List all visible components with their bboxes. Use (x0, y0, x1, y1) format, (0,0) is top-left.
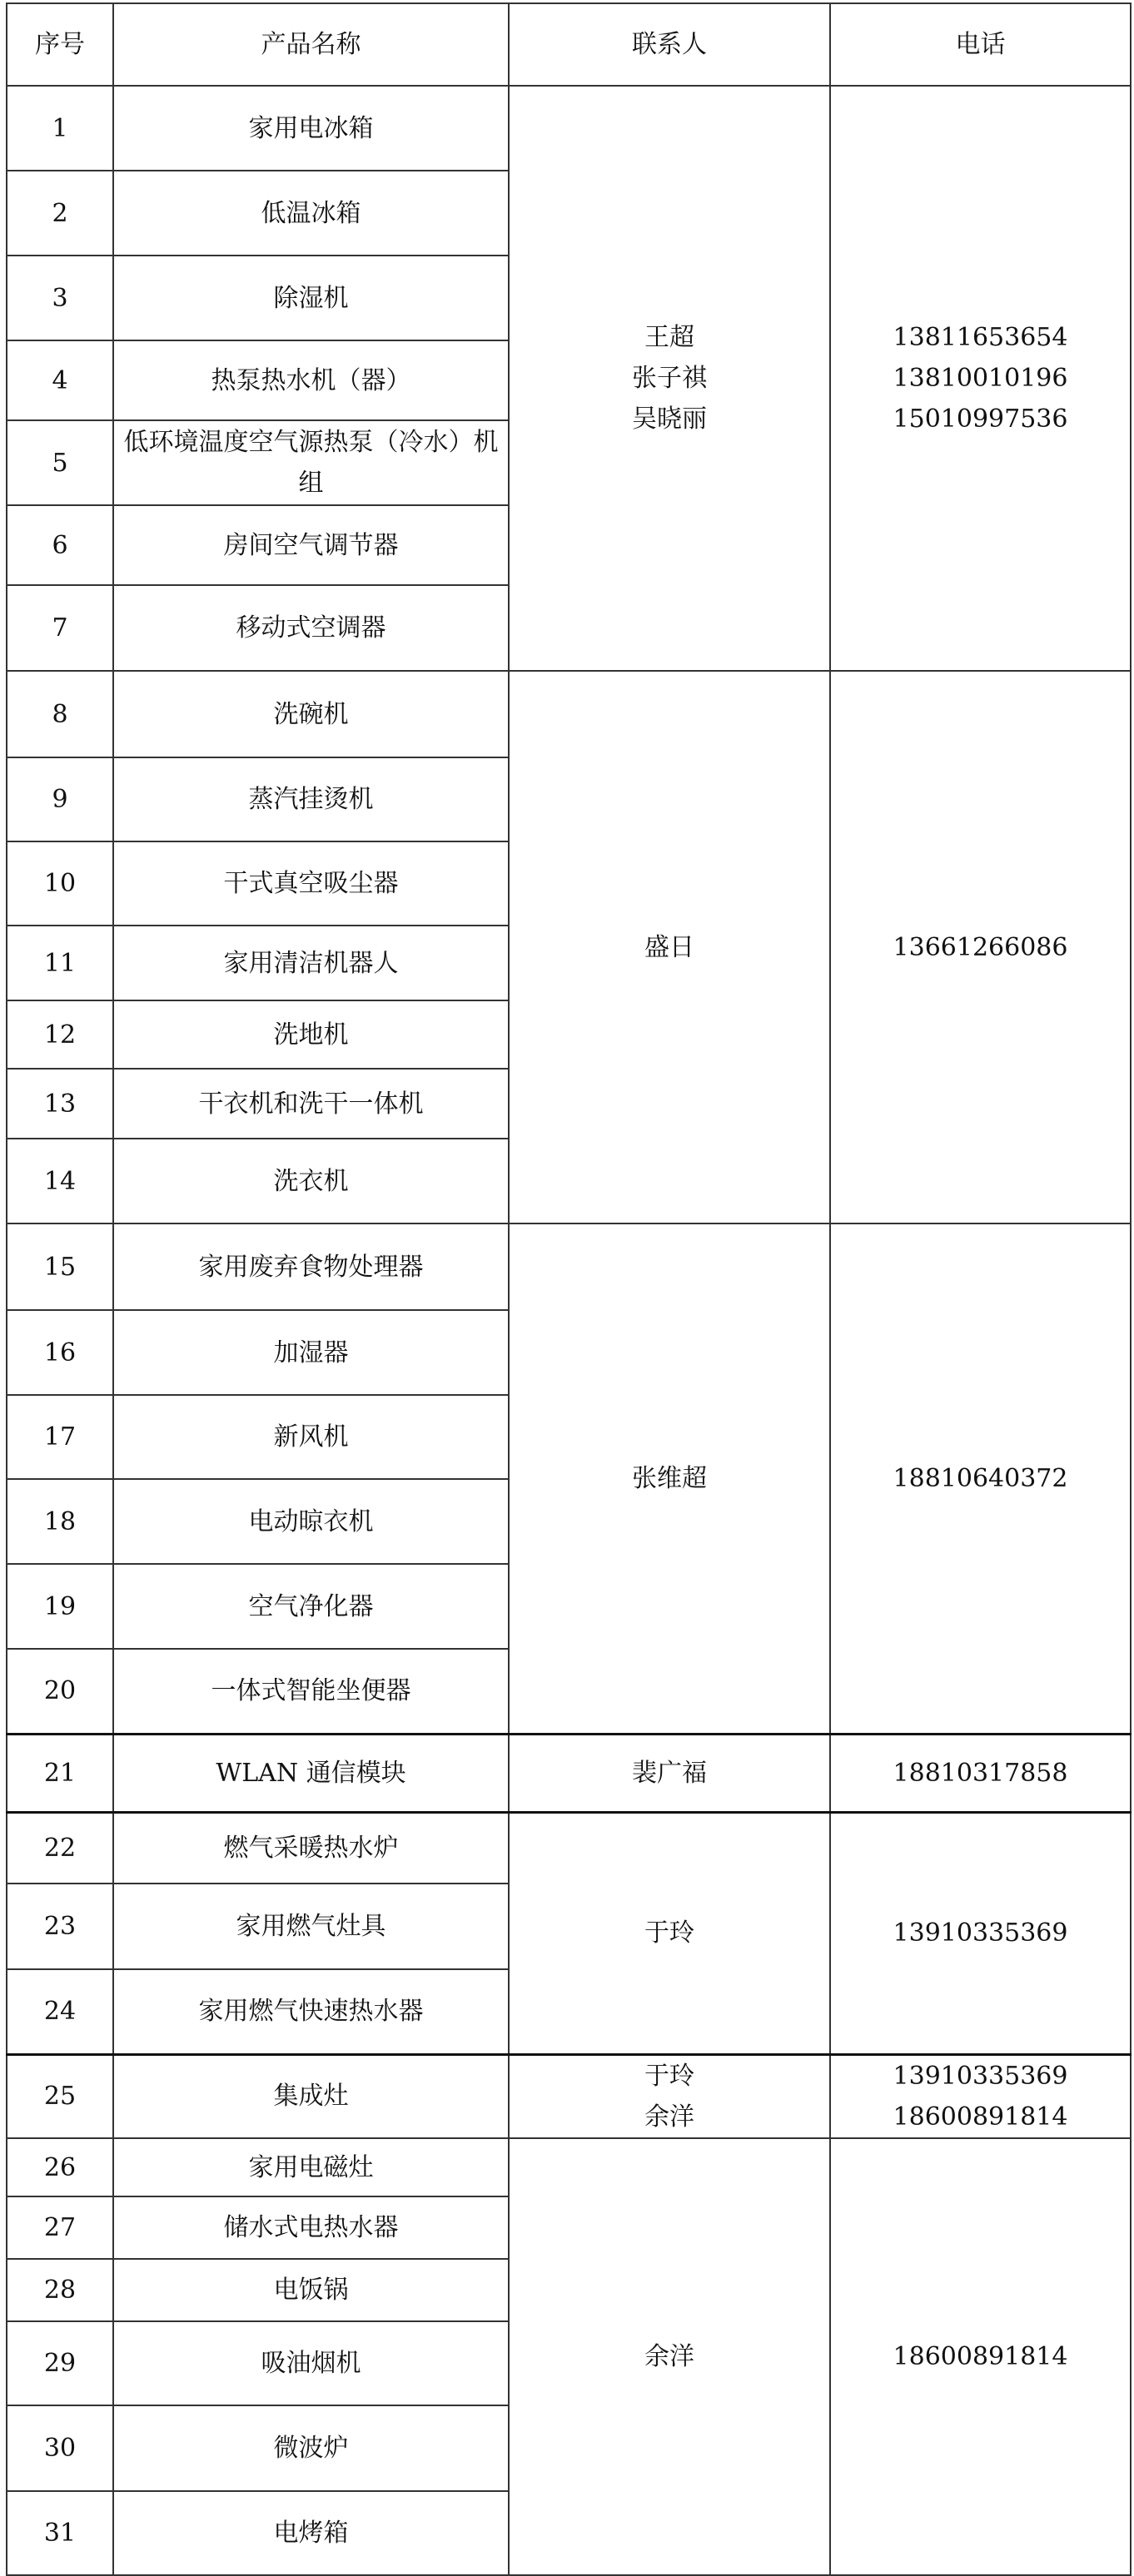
group-phones (830, 2054, 1131, 2138)
row-no: 25 (7, 2054, 113, 2138)
group-contacts (509, 2138, 830, 2575)
group-phones (830, 2138, 1131, 2575)
row-product: 集成灶 (113, 2054, 509, 2138)
row-product: 电动晾衣机 (113, 1479, 509, 1564)
row-product: 低温冰箱 (113, 171, 509, 256)
row-product: 蒸汽挂烫机 (113, 757, 509, 841)
row-no: 31 (7, 2491, 113, 2575)
phone-number: 18810317858 (893, 1758, 1068, 1788)
row-no: 26 (7, 2138, 113, 2196)
row-no: 28 (7, 2259, 113, 2321)
row-no: 3 (7, 256, 113, 340)
row-no: 4 (7, 340, 113, 420)
table-row (7, 2054, 1131, 2138)
phone-number: 18600891814 (893, 2102, 1068, 2132)
row-no: 27 (7, 2196, 113, 2259)
contact-name: 盛日 (644, 932, 694, 962)
group-phones (830, 86, 1131, 671)
row-product: 家用电磁灶 (113, 2138, 509, 2196)
row-no: 21 (7, 1734, 113, 1812)
row-product: 热泵热水机（器） (113, 340, 509, 420)
row-product: 电烤箱 (113, 2491, 509, 2575)
contact-name: 吴晓丽 (632, 405, 707, 434)
row-product: 干式真空吸尘器 (113, 841, 509, 926)
row-product: 一体式智能坐便器 (113, 1649, 509, 1734)
group-contacts (509, 1734, 830, 1812)
row-product: 除湿机 (113, 256, 509, 340)
table-row (7, 86, 1131, 171)
group-phones (830, 671, 1131, 1223)
row-no: 7 (7, 585, 113, 671)
phone-number: 18600891814 (893, 2342, 1068, 2371)
row-product: 家用清洁机器人 (113, 926, 509, 1000)
row-no: 16 (7, 1310, 113, 1395)
row-no: 22 (7, 1812, 113, 1884)
row-no: 24 (7, 1969, 113, 2054)
row-no: 29 (7, 2321, 113, 2405)
group-phones (830, 1223, 1131, 1734)
contact-name: 余洋 (644, 2102, 694, 2132)
row-product: 低环境温度空气源热泵（冷水）机组 (113, 420, 509, 505)
contact-name: 余洋 (644, 2342, 694, 2371)
header-contact: 联系人 (509, 3, 830, 86)
header-row (7, 3, 1131, 86)
group-contacts (509, 1223, 830, 1734)
table-row (7, 1812, 1131, 1884)
row-product: 电饭锅 (113, 2259, 509, 2321)
contact-table (6, 2, 1132, 2576)
row-product: 吸油烟机 (113, 2321, 509, 2405)
row-product: 洗衣机 (113, 1139, 509, 1223)
row-product: 家用燃气灶具 (113, 1884, 509, 1969)
row-no: 14 (7, 1139, 113, 1223)
contact-name: 裴广福 (632, 1758, 707, 1788)
row-product: 家用燃气快速热水器 (113, 1969, 509, 2054)
row-product: WLAN 通信模块 (113, 1734, 509, 1812)
row-product: 干衣机和洗干一体机 (113, 1069, 509, 1139)
group-contacts (509, 1812, 830, 2054)
row-no: 17 (7, 1395, 113, 1479)
contact-name: 王超 (644, 323, 694, 352)
phone-number: 13810010196 (893, 364, 1068, 393)
phone-number: 13910335369 (893, 2061, 1068, 2091)
row-no: 13 (7, 1069, 113, 1139)
phone-number: 18810640372 (893, 1463, 1068, 1493)
row-no: 19 (7, 1564, 113, 1649)
row-no: 8 (7, 671, 113, 757)
group-contacts (509, 2054, 830, 2138)
row-no: 18 (7, 1479, 113, 1564)
header-product: 产品名称 (113, 3, 509, 86)
row-product: 新风机 (113, 1395, 509, 1479)
row-no: 23 (7, 1884, 113, 1969)
table-row (7, 2138, 1131, 2196)
group-contacts (509, 671, 830, 1223)
contact-name: 于玲 (644, 2061, 694, 2091)
contact-name: 于玲 (644, 1918, 694, 1948)
contact-name: 张维超 (632, 1463, 707, 1493)
header-no: 序号 (7, 3, 113, 86)
row-no: 30 (7, 2405, 113, 2491)
row-product: 移动式空调器 (113, 585, 509, 671)
group-phones (830, 1812, 1131, 2054)
table-row (7, 1223, 1131, 1310)
group-phones (830, 1734, 1131, 1812)
row-product: 家用废弃食物处理器 (113, 1223, 509, 1310)
row-no: 9 (7, 757, 113, 841)
row-no: 5 (7, 420, 113, 505)
phone-number: 13811653654 (893, 323, 1068, 352)
row-no: 15 (7, 1223, 113, 1310)
phone-number: 13661266086 (893, 932, 1068, 962)
phone-number: 13910335369 (893, 1918, 1068, 1948)
row-no: 2 (7, 171, 113, 256)
row-product: 加湿器 (113, 1310, 509, 1395)
row-product: 空气净化器 (113, 1564, 509, 1649)
row-no: 12 (7, 1000, 113, 1069)
row-product: 储水式电热水器 (113, 2196, 509, 2259)
row-no: 6 (7, 505, 113, 585)
row-product: 家用电冰箱 (113, 86, 509, 171)
phone-number: 15010997536 (893, 405, 1068, 434)
row-no: 20 (7, 1649, 113, 1734)
row-product: 房间空气调节器 (113, 505, 509, 585)
row-product: 洗地机 (113, 1000, 509, 1069)
header-phone: 电话 (830, 3, 1131, 86)
contact-name: 张子祺 (632, 364, 707, 393)
row-no: 10 (7, 841, 113, 926)
row-product: 洗碗机 (113, 671, 509, 757)
row-product: 燃气采暖热水炉 (113, 1812, 509, 1884)
group-contacts (509, 86, 830, 671)
row-no: 11 (7, 926, 113, 1000)
row-no: 1 (7, 86, 113, 171)
row-product: 微波炉 (113, 2405, 509, 2491)
table-row (7, 671, 1131, 757)
table-row (7, 1734, 1131, 1812)
